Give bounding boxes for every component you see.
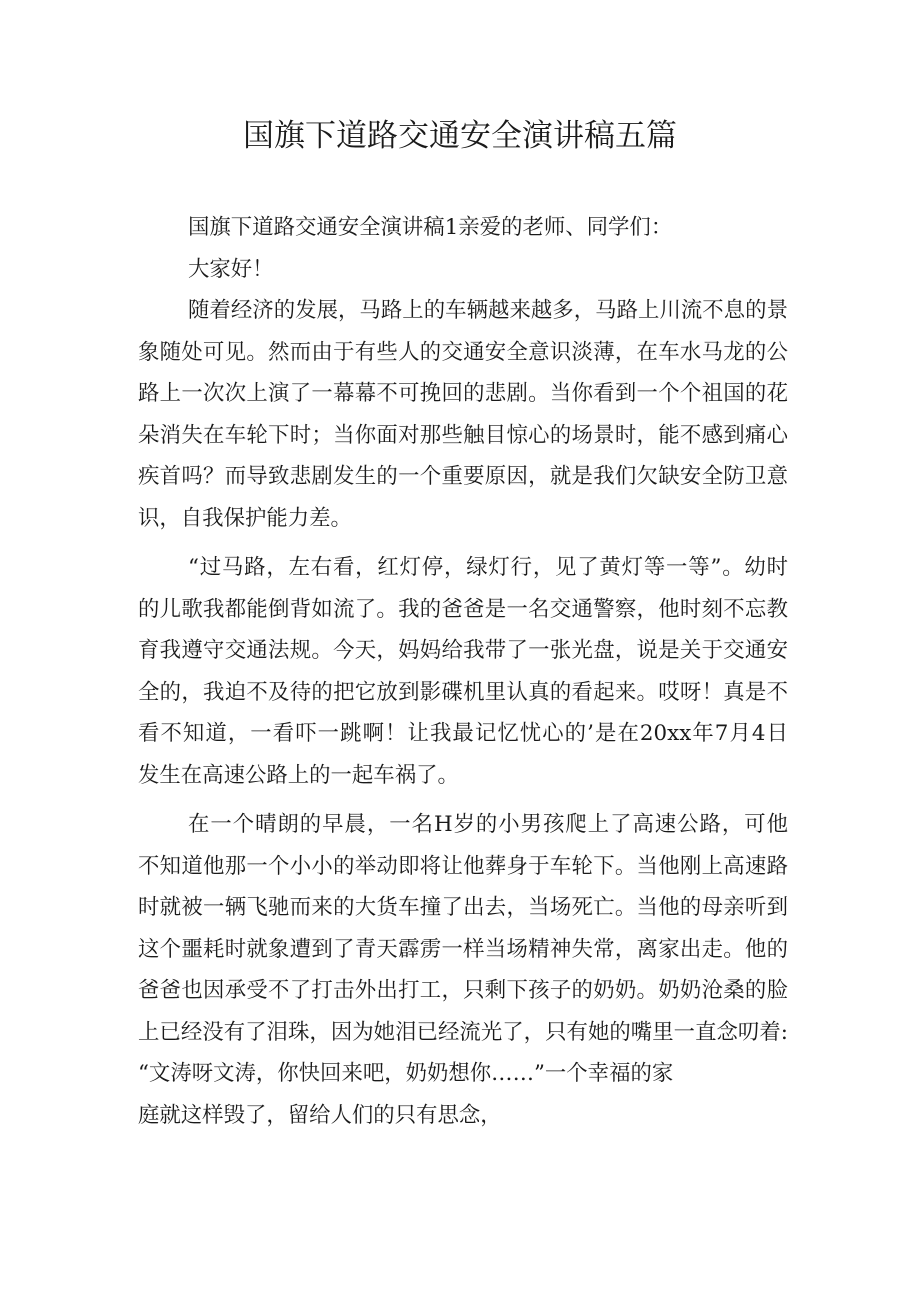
paragraph-line: 爸爸也因承受不了打击外出打工，只剩下孩子的奶奶。奶奶沧桑的脸 bbox=[138, 978, 788, 1003]
paragraph-line: 时就被一辆飞驰而来的大货车撞了出去，当场死亡。当他的母亲听到 bbox=[138, 895, 788, 920]
paragraph-line: “过马路，左右看，红灯停，绿灯行，见了黄灯等一等”。幼时 bbox=[188, 555, 788, 580]
paragraph-line: 识，自我保护能力差。 bbox=[138, 505, 352, 531]
paragraph-line: 不知道他那一个小小的举动即将让他葬身于车轮下。当他刚上高速路 bbox=[138, 853, 788, 879]
salutation-line bbox=[138, 249, 788, 291]
paragraph-line: 随着经济的发展，马路上的车辆越来越多，马路上川流不息的景 bbox=[188, 298, 788, 323]
paragraph-line: 朵消失在车轮下时；当你面对那些触目惊心的场景时，能不感到痛心 bbox=[138, 422, 788, 448]
paragraph-3 bbox=[138, 804, 788, 1136]
paragraph-line: 疾首吗？而导致悲剧发生的一个重要原因，就是我们欠缺安全防卫意 bbox=[138, 464, 788, 489]
document-body bbox=[138, 207, 788, 1136]
greeting-line bbox=[138, 207, 788, 249]
paragraph-line: 育我遵守交通法规。今天，妈妈给我带了一张光盘，说是关于交通安 bbox=[138, 638, 788, 663]
paragraph-line: 路上一次次上演了一幕幕不可挽回的悲剧。当你看到一个个祖国的花 bbox=[138, 381, 788, 406]
paragraph-line: “文涛呀文涛，你快回来吧，奶奶想你……”一个幸福的家 bbox=[138, 1061, 674, 1086]
salutation-text: 大家好！ bbox=[188, 256, 274, 282]
paragraph-spacer bbox=[138, 796, 788, 804]
paragraph-line: 这个噩耗时就象遭到了青天霹雳一样当场精神失常，离家出走。他的 bbox=[138, 936, 788, 962]
document-title: 国旗下道路交通安全演讲稿五篇 bbox=[243, 118, 677, 154]
paragraph-line: 的儿歌我都能倒背如流了。我的爸爸是一名交通警察，他时刻不忘教 bbox=[138, 596, 788, 622]
paragraph-line: 发生在高速公路上的一起车祸了。 bbox=[138, 762, 459, 788]
paragraph-line: 全的，我迫不及待的把它放到影碟机里认真的看起来。哎呀！真是不 bbox=[138, 679, 788, 705]
paragraph-2 bbox=[138, 547, 788, 796]
paragraph-line: 看不知道，一看吓一跳啊！让我最记忆忧心的’是在20xx年7月4日 bbox=[138, 721, 788, 746]
paragraph-spacer bbox=[138, 539, 788, 547]
greeting-text: 国旗下道路交通安全演讲稿1亲爱的老师、同学们： bbox=[188, 215, 673, 240]
paragraph-line: 庭就这样毁了，留给人们的只有思念， bbox=[138, 1102, 502, 1128]
paragraph-line: 上已经没有了泪珠，因为她泪已经流光了，只有她的嘴里一直念叨着: bbox=[138, 1019, 788, 1045]
paragraph-1 bbox=[138, 290, 788, 539]
paragraph-line: 在一个晴朗的早晨，一名H岁的小男孩爬上了高速公路，可他 bbox=[188, 812, 788, 837]
paragraph-line: 象随处可见。然而由于有些人的交通安全意识淡薄，在车水马龙的公 bbox=[138, 339, 788, 365]
